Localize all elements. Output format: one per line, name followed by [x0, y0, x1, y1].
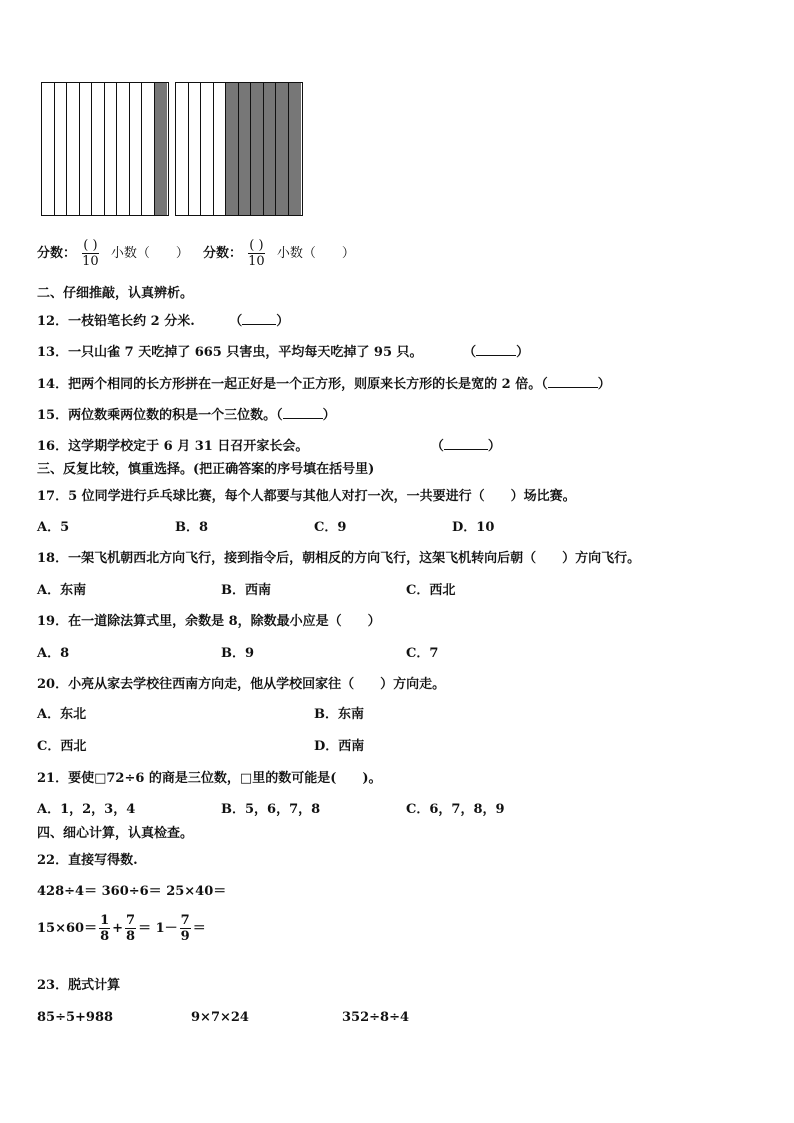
option-18-b[interactable]: B．西南	[221, 583, 271, 598]
fraction-bar-segment	[67, 83, 80, 215]
fraction-bar-segment	[55, 83, 68, 215]
option-17-a[interactable]: A．5	[37, 520, 70, 535]
question-15: 15．两位数乘两位数的积是一个三位数。（ ）	[37, 408, 336, 423]
fraction-bar-segment	[80, 83, 93, 215]
option-20-b[interactable]: B．东南	[314, 707, 364, 722]
fraction-bar-segment	[130, 83, 143, 215]
option-19-a[interactable]: A．8	[37, 646, 70, 661]
question-13: 13．一只山雀 7 天吃掉了 665 只害虫，平均每天吃掉了 95 只。 （ ）	[37, 345, 530, 360]
fraction-bar-segment	[214, 83, 227, 215]
fraction-model-right	[175, 82, 303, 216]
fraction-bar-segment	[92, 83, 105, 215]
question-12: 12．一枝铅笔长约 2 分米. （ ）	[37, 314, 290, 329]
section-4-title: 四、细心计算，认真检查。	[37, 826, 194, 841]
fraction-answer-row	[37, 236, 355, 272]
fraction-bar-segment	[105, 83, 118, 215]
fraction-bar-segment	[264, 83, 277, 215]
fraction-bar-segment	[251, 83, 264, 215]
answer-blank-15[interactable]	[283, 406, 323, 419]
fraction-label-2: 分数：	[203, 246, 243, 261]
section-3-title: 三、反复比较，慎重选择。(把正确答案的序号填在括号里)	[37, 462, 375, 477]
fraction-bar-segment	[142, 83, 155, 215]
question-22: 22．直接写得数.	[37, 853, 138, 868]
fraction-bar-segment	[176, 83, 189, 215]
fraction-bar-segment	[289, 83, 302, 215]
section-2-title: 二、仔细推敲，认真辨析。	[37, 286, 194, 301]
answer-blank-16[interactable]	[444, 437, 488, 450]
question-19: 19．在一道除法算式里，余数是 8，除数最小应是（ ）	[37, 614, 381, 629]
fraction-bar-segment	[201, 83, 214, 215]
question-21: 21．要使□72÷6 的商是三位数，□里的数可能是( )。	[37, 771, 382, 786]
option-19-c[interactable]: C．7	[406, 646, 439, 661]
question-20: 20．小亮从家去学校往西南方向走，他从学校回家往（ ）方向走。	[37, 677, 446, 692]
question-16: 16．这学期学校定于 6 月 31 日召开家长会。 （ ）	[37, 439, 501, 454]
fraction-bar-segment	[42, 83, 55, 215]
option-20-a[interactable]: A．东北	[37, 707, 87, 722]
expression-3: 352÷8÷4	[342, 1010, 410, 1025]
fraction-bar-segment	[155, 83, 168, 215]
question-17: 17．5 位同学进行乒乓球比赛，每个人都要与其他人对打一次，一共要进行（ ）场比赛。	[37, 489, 576, 504]
fraction-bar-segment	[189, 83, 202, 215]
answer-blank-12[interactable]	[242, 312, 276, 325]
fraction-bar-segment	[117, 83, 130, 215]
option-19-b[interactable]: B．9	[221, 646, 255, 661]
option-18-a[interactable]: A．东南	[37, 583, 87, 598]
question-14: 14．把两个相同的长方形拼在一起正好是一个正方形，则原来长方形的长是宽的 2 倍。（ ）	[37, 377, 611, 392]
fraction-label-1: 分数：	[37, 246, 77, 261]
mental-math-row-1: 428÷4＝ 360÷6＝ 25×40＝	[37, 884, 227, 899]
option-20-c[interactable]: C．西北	[37, 739, 87, 754]
option-21-b[interactable]: B．5，6，7，8	[221, 802, 321, 817]
question-23: 23．脱式计算	[37, 978, 121, 993]
fraction-model-left	[41, 82, 169, 216]
option-21-c[interactable]: C．6，7，8，9	[406, 802, 505, 817]
decimal-blank-2: 小数（ ）	[276, 246, 355, 261]
expression-1: 85÷5+988	[37, 1010, 114, 1025]
option-18-c[interactable]: C．西北	[406, 583, 456, 598]
fraction-bar-segment	[239, 83, 252, 215]
answer-blank-14[interactable]	[548, 375, 598, 388]
answer-blank-13[interactable]	[476, 343, 516, 356]
mental-math-row-2: 15×60＝ $\frac{1}{8}$ + $\frac{7}{8}$ ＝ 1－ $\frac{7}{9}$ ＝	[37, 913, 206, 944]
fraction-bar-segment	[276, 83, 289, 215]
option-20-d[interactable]: D．西南	[314, 739, 365, 754]
decimal-blank-1: 小数（ ）	[110, 246, 189, 261]
fraction-seven-eighths: $\frac{7}{8}$	[126, 913, 136, 944]
option-21-a[interactable]: A．1，2，3，4	[37, 802, 136, 817]
fraction-one-eighth: $\frac{1}{8}$	[100, 913, 110, 944]
expression-2: 9×7×24	[191, 1010, 249, 1025]
option-17-b[interactable]: B．8	[175, 520, 209, 535]
option-17-c[interactable]: C．9	[314, 520, 347, 535]
question-18: 18．一架飞机朝西北方向飞行，接到指令后，朝相反的方向飞行，这架飞机转向后朝（ ）方向飞行。	[37, 551, 641, 566]
fraction-bar-segment	[226, 83, 239, 215]
fraction-blank-2: $\frac{( )}{10}$	[248, 238, 265, 269]
option-17-d[interactable]: D．10	[452, 520, 495, 535]
fraction-seven-ninths: $\frac{7}{9}$	[180, 913, 190, 944]
fraction-blank-1: $\frac{( )}{10}$	[82, 238, 99, 269]
